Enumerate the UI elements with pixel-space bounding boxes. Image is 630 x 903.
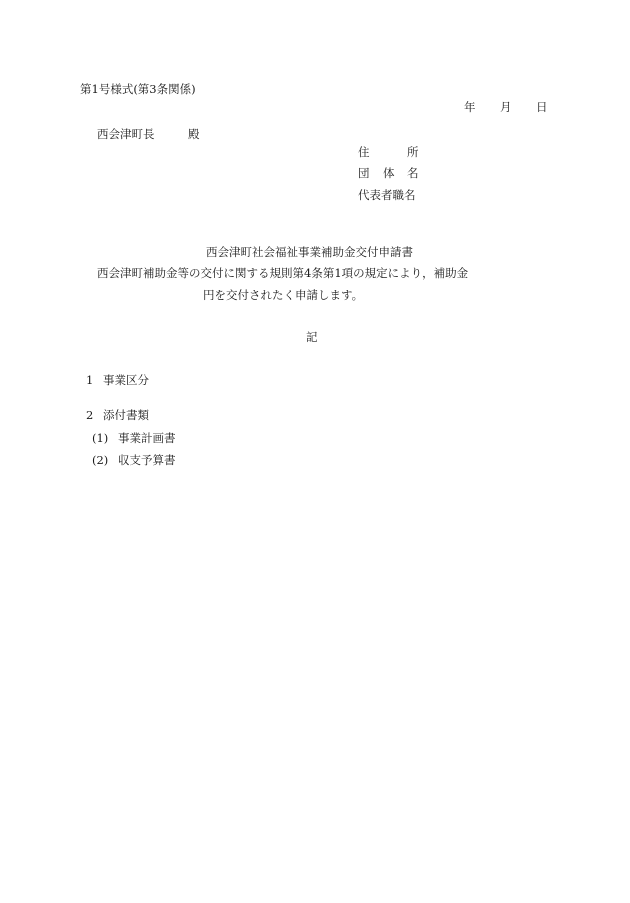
address-label: 住: [358, 145, 370, 159]
attachment-business-plan: 事業計画書: [118, 431, 176, 445]
attachment-number: (1): [92, 431, 109, 445]
body-text-line-1: 西会津町補助金等の交付に関する規則第4条第1項の規定により，補助金: [97, 266, 469, 280]
form-label: 第1号様式(第3条関係): [80, 82, 196, 96]
representative-label: 代表者職名: [358, 188, 416, 202]
document-title: 西会津町社会福祉事業補助金交付申請書: [206, 245, 413, 259]
organization-label-2: 体: [383, 166, 395, 180]
addressee-suffix: 殿: [188, 127, 200, 141]
item-label-business-category: 事業区分: [103, 373, 149, 387]
addressee: 西会津町長: [97, 127, 155, 141]
attachment-budget: 収支予算書: [118, 453, 176, 467]
ki-heading: 記: [306, 330, 318, 344]
item-label-attachments: 添付書類: [103, 408, 149, 422]
body-text-line-2: 円を交付されたく申請します。: [203, 288, 364, 302]
attachment-number: (2): [92, 453, 109, 467]
organization-label-3: 名: [407, 166, 419, 180]
item-number: 1: [86, 373, 94, 387]
date-day: 日: [536, 100, 548, 114]
address-label-2: 所: [407, 145, 419, 159]
date-month: 月: [500, 100, 512, 114]
organization-label: 団: [358, 166, 370, 180]
item-number: 2: [86, 408, 94, 422]
date-year: 年: [464, 100, 476, 114]
